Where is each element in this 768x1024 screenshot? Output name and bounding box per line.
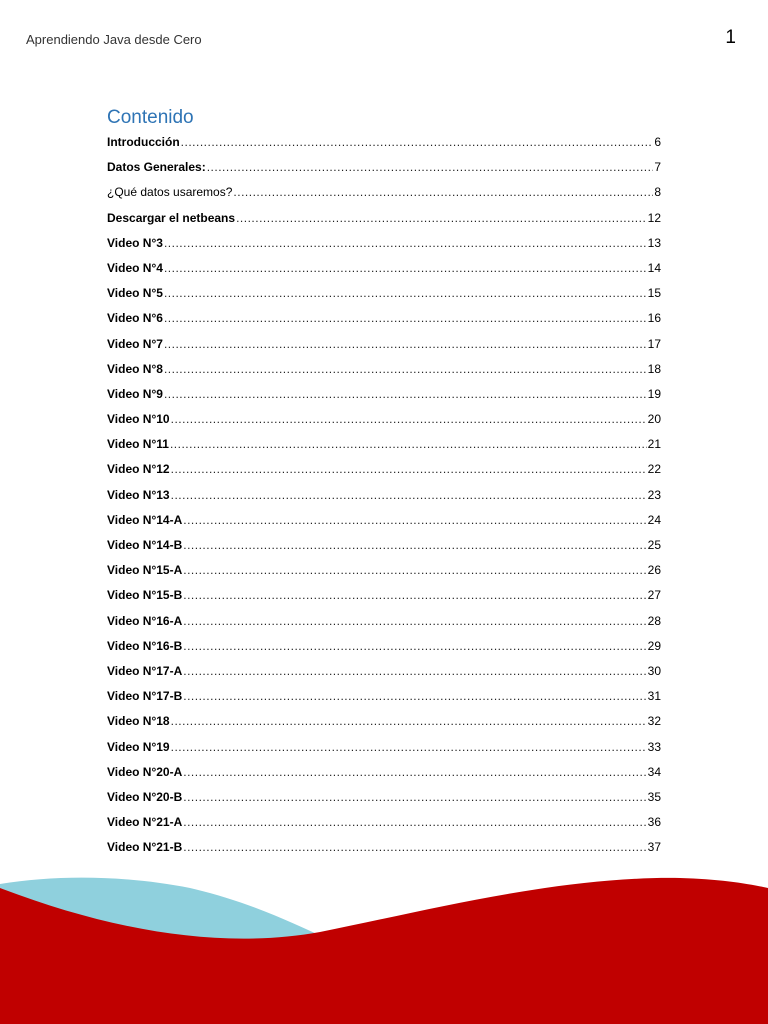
- toc-entry[interactable]: [107, 583, 661, 608]
- toc-entry[interactable]: [107, 558, 661, 583]
- toc-entry-label: Video N°15-A: [107, 563, 183, 578]
- toc-entry-page: 17: [647, 336, 661, 351]
- toc-entry-label: Video N°8: [107, 361, 163, 376]
- toc-entry[interactable]: [107, 735, 661, 760]
- toc-entry-label: Video N°4: [107, 260, 163, 275]
- toc-entry[interactable]: [107, 609, 661, 634]
- toc-entry-page: 34: [647, 764, 661, 779]
- toc-leader-dots: [171, 709, 647, 734]
- toc-entry-page: 24: [647, 512, 661, 527]
- toc-entry-label: Video N°17-A: [107, 663, 183, 678]
- toc-leader-dots: [164, 231, 647, 256]
- toc-entry-label: Video N°19: [107, 739, 170, 754]
- toc-entry[interactable]: [107, 457, 661, 482]
- toc-entry-label: Video N°7: [107, 336, 163, 351]
- toc-entry[interactable]: [107, 835, 661, 860]
- toc-entry-label: Video N°15-B: [107, 588, 183, 603]
- toc-entry-label: Video N°12: [107, 462, 170, 477]
- toc-leader-dots: [164, 382, 647, 407]
- toc-entry[interactable]: [107, 483, 661, 508]
- toc-entry-page: 27: [647, 588, 661, 603]
- toc-leader-dots: [164, 357, 647, 382]
- toc-entry-page: 18: [647, 361, 661, 376]
- toc-entry-label: Datos Generales:: [107, 160, 206, 175]
- toc-leader-dots: [183, 835, 646, 860]
- toc-leader-dots: [183, 508, 646, 533]
- toc-entry[interactable]: [107, 256, 661, 281]
- toc-entry-page: 33: [647, 739, 661, 754]
- toc-entry-label: Video N°16-B: [107, 638, 183, 653]
- toc-entry-label: Video N°18: [107, 714, 170, 729]
- toc-entry-label: Video N°13: [107, 487, 170, 502]
- toc-entry-page: 29: [647, 638, 661, 653]
- toc-entry-page: 37: [647, 840, 661, 855]
- toc-entry-page: 32: [647, 714, 661, 729]
- toc-entry-page: 30: [647, 663, 661, 678]
- toc-leader-dots: [171, 483, 647, 508]
- toc-entry-page: 25: [647, 538, 661, 552]
- toc-entry-page: 20: [647, 412, 661, 427]
- toc-entry-page: 19: [647, 386, 661, 401]
- footer-wave-decoration: [0, 870, 768, 1024]
- toc-entry-page: 12: [647, 210, 661, 225]
- toc-entry-page: 8: [654, 185, 661, 200]
- toc-entry[interactable]: [107, 432, 661, 457]
- toc-entry-page: 13: [647, 235, 661, 250]
- toc-entry-page: 36: [647, 815, 661, 830]
- toc-leader-dots: [183, 760, 646, 785]
- toc-entry-page: 7: [654, 160, 661, 175]
- toc-leader-dots: [183, 684, 646, 709]
- toc-entry[interactable]: [107, 659, 661, 684]
- toc-entry[interactable]: [107, 281, 661, 306]
- toc-entry[interactable]: [107, 634, 661, 659]
- toc-leader-dots: [183, 634, 646, 659]
- toc-heading: Contenido: [107, 107, 194, 128]
- toc-entry-page: 15: [647, 286, 661, 301]
- toc-entry-page: 6: [654, 135, 661, 149]
- toc-entry[interactable]: [107, 231, 661, 256]
- toc-entry[interactable]: [107, 357, 661, 382]
- toc-leader-dots: [183, 609, 646, 634]
- toc-entry-label: Introducción: [107, 135, 180, 149]
- toc-entry-label: Video N°11: [107, 437, 169, 452]
- toc-entry-label: Video N°21-A: [107, 815, 183, 830]
- toc-entry[interactable]: [107, 785, 661, 810]
- toc-leader-dots: [183, 583, 646, 608]
- document-header-title: Aprendiendo Java desde Cero: [26, 32, 202, 47]
- toc-entry-label: Video N°20-B: [107, 789, 183, 804]
- toc-leader-dots: [164, 332, 647, 357]
- toc-entry[interactable]: [107, 407, 661, 432]
- toc-leader-dots: [183, 785, 646, 810]
- toc-entry-page: 26: [647, 563, 661, 578]
- toc-entry[interactable]: [107, 382, 661, 407]
- toc-entry-page: 22: [647, 462, 661, 477]
- toc-leader-dots: [171, 457, 647, 482]
- toc-leader-dots: [170, 432, 647, 457]
- toc-entry[interactable]: [107, 155, 661, 180]
- toc-entry-label: Video N°14-A: [107, 512, 183, 527]
- toc-entry-label: Video N°21-B: [107, 840, 183, 855]
- toc-leader-dots: [183, 659, 646, 684]
- toc-entry-label: Descargar el netbeans: [107, 210, 236, 225]
- toc-leader-dots: [164, 281, 647, 306]
- toc-entry[interactable]: [107, 130, 661, 155]
- toc-entry-label: Video N°6: [107, 311, 163, 326]
- toc-entry-page: 14: [647, 260, 661, 275]
- toc-leader-dots: [164, 256, 647, 281]
- toc-entry-label: Video N°10: [107, 412, 170, 427]
- page-number: 1: [725, 27, 736, 48]
- table-of-contents: [107, 130, 661, 860]
- toc-entry[interactable]: [107, 533, 661, 558]
- toc-entry-label: Video N°17-B: [107, 689, 183, 704]
- toc-entry-label: ¿Qué datos usaremos?: [107, 185, 233, 200]
- toc-entry-page: 21: [647, 437, 661, 452]
- toc-entry[interactable]: [107, 508, 661, 533]
- toc-entry[interactable]: [107, 332, 661, 357]
- toc-entry-label: Video N°16-A: [107, 613, 183, 628]
- toc-entry[interactable]: [107, 206, 661, 231]
- toc-entry-label: Video N°5: [107, 286, 163, 301]
- toc-entry-page: 16: [647, 311, 661, 326]
- toc-entry[interactable]: [107, 760, 661, 785]
- toc-leader-dots: [233, 180, 653, 205]
- toc-entry[interactable]: [107, 306, 661, 331]
- toc-entry-page: 31: [647, 689, 661, 704]
- toc-entry-label: Video N°20-A: [107, 764, 183, 779]
- toc-entry-label: Video N°14-B: [107, 538, 183, 552]
- toc-entry-page: 28: [647, 613, 661, 628]
- toc-leader-dots: [164, 306, 647, 331]
- toc-entry[interactable]: [107, 684, 661, 709]
- toc-leader-dots: [183, 810, 646, 835]
- toc-leader-dots: [207, 155, 654, 180]
- toc-entry[interactable]: [107, 810, 661, 835]
- toc-leader-dots: [183, 558, 646, 583]
- toc-entry-page: 35: [647, 789, 661, 804]
- toc-leader-dots: [181, 130, 654, 155]
- toc-entry-label: Video N°3: [107, 235, 163, 250]
- toc-leader-dots: [171, 735, 647, 760]
- toc-leader-dots: [236, 206, 647, 231]
- toc-leader-dots: [171, 407, 647, 432]
- toc-entry-label: Video N°9: [107, 386, 163, 401]
- toc-entry[interactable]: [107, 180, 661, 205]
- toc-leader-dots: [183, 533, 646, 558]
- toc-entry[interactable]: [107, 709, 661, 734]
- toc-entry-page: 23: [647, 487, 661, 502]
